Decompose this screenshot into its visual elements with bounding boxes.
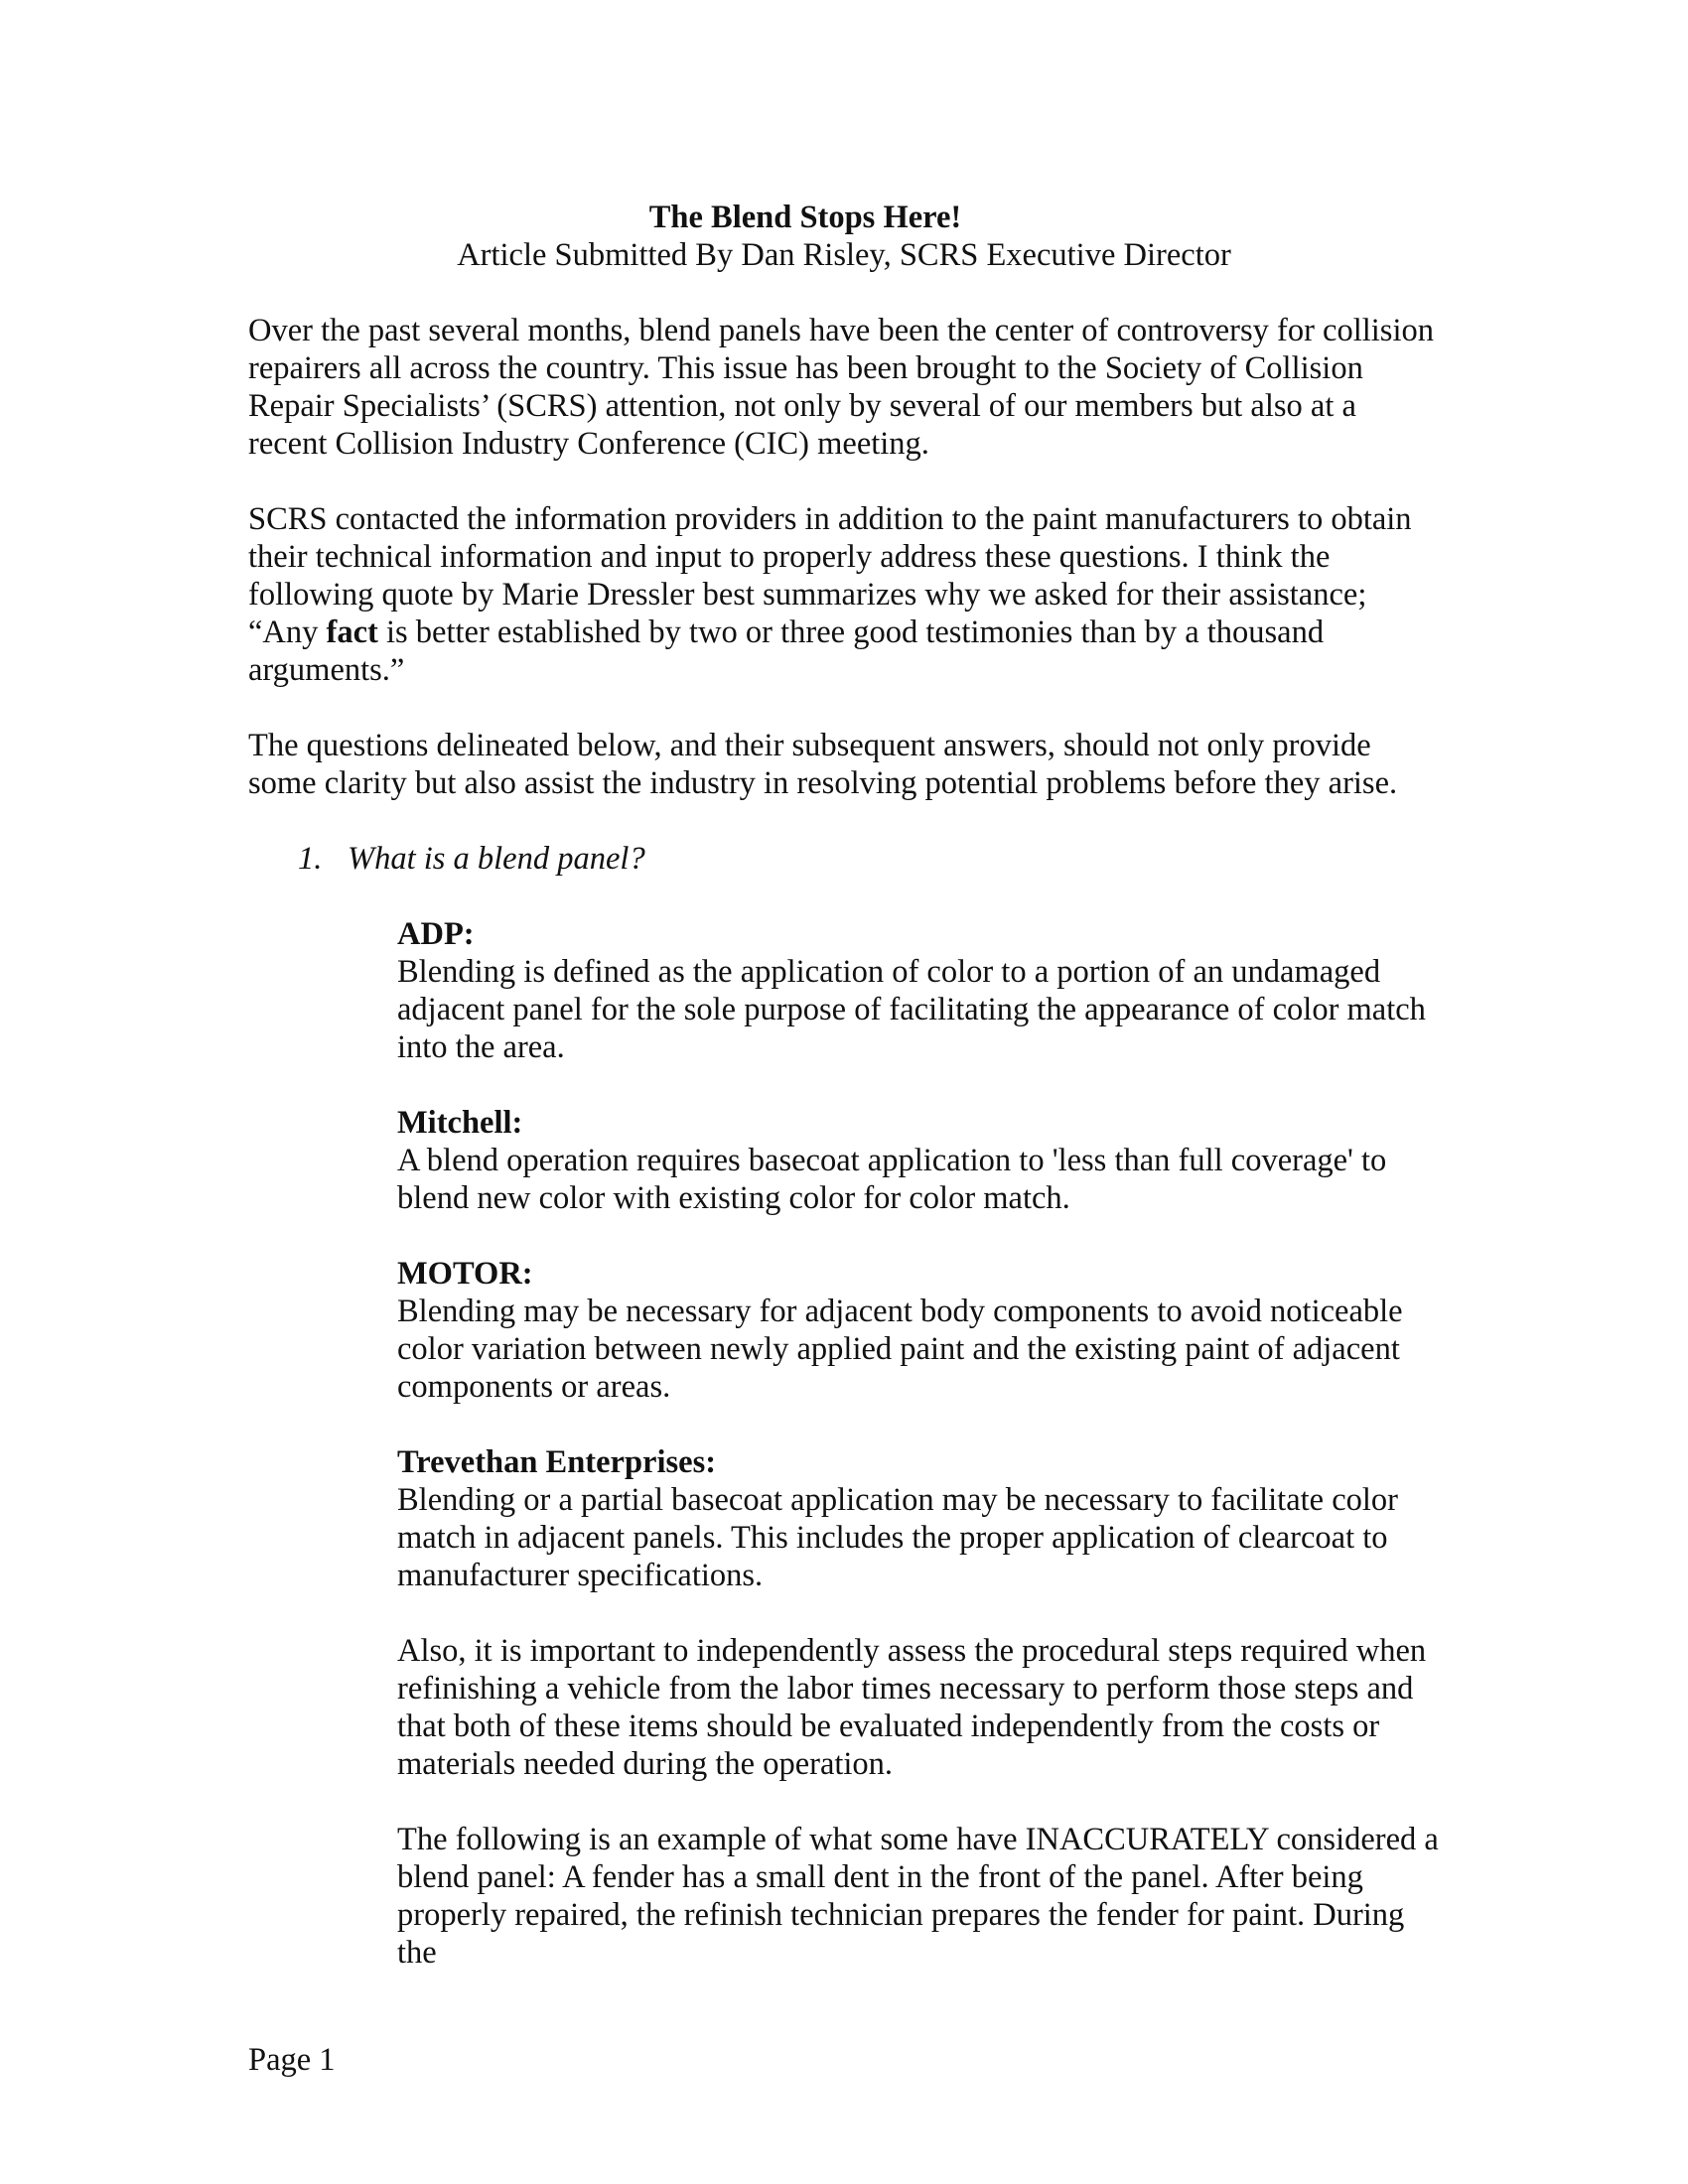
answer-source-label: Mitchell: — [397, 1105, 523, 1141]
page-number: Page 1 — [248, 2042, 336, 2078]
answer-source-label: MOTOR: — [397, 1256, 533, 1292]
followup-paragraph-1: Also, it is important to independently assess the procedural steps required when refinishing a vehicle from the labor times necessary to perform those steps and that both of these items should be evaluated independently from the costs or materials needed during the operation. — [397, 1633, 1427, 1782]
intro-paragraph-2-text-b: is better established by two or three good testimonies than by a thousand arguments.” — [248, 614, 1325, 688]
article-body — [248, 312, 1440, 1972]
intro-paragraph-1: Over the past several months, blend panels have been the center of controversy for collision repairers all across the country. This issue has been brought to the Society of Collision Repair Specialists’ (SCRS) attention, not only by several of our members but also at a recent Collision Industry Conference (CIC) meeting. — [248, 313, 1434, 462]
title-block — [0, 199, 1688, 274]
answers-section — [397, 915, 1440, 1972]
answer-adp — [397, 915, 1440, 1066]
intro-paragraph-3: The questions delineated below, and their subsequent answers, should not only provide some clarity but also assist the industry in resolving potential problems before they arise. — [248, 728, 1398, 801]
question-number: 1. — [298, 841, 323, 877]
answer-source-label: Trevethan Enterprises: — [397, 1444, 717, 1480]
question-text: What is a blend panel? — [348, 841, 645, 877]
question-1 — [298, 840, 1440, 878]
answer-text: Blending or a partial basecoat application may be necessary to facilitate color match in adjacent panels. This includes the proper application of clearcoat to manufacturer specifications. — [397, 1482, 1398, 1593]
question-list — [298, 840, 1440, 1972]
answer-trevethan — [397, 1443, 1440, 1594]
emphasis-fact: fact — [326, 614, 378, 650]
article-byline: Article Submitted By Dan Risley, SCRS Executive Director — [457, 237, 1231, 273]
followup-paragraph-2: The following is an example of what some have INACCURATELY considered a blend panel: A fender has a small dent in the front of the panel. After being properly repaired, the refinish technician prepares the fender for paint. During the — [397, 1822, 1439, 1971]
answer-source-label: ADP: — [397, 916, 475, 952]
article-title: The Blend Stops Here! — [648, 200, 962, 235]
intro-paragraph-2-text-a: SCRS contacted the information providers in addition to the paint manufacturers to obtain their technical information and input to properly address these questions. I think the following quote by Marie Dressler best summarizes why we asked for their assistance; “Any — [248, 501, 1412, 650]
answer-text: A blend operation requires basecoat application to 'less than full coverage' to blend new color with existing color for color match. — [397, 1143, 1387, 1216]
answer-mitchell — [397, 1104, 1440, 1217]
answer-text: Blending is defined as the application of color to a portion of an undamaged adjacent panel for the sole purpose of facilitating the appearance of color match into the area. — [397, 954, 1426, 1065]
answer-motor — [397, 1255, 1440, 1406]
answer-text: Blending may be necessary for adjacent body components to avoid noticeable color variation between newly applied paint and the existing paint of adjacent components or areas. — [397, 1294, 1403, 1405]
intro-paragraph-2 — [248, 500, 1440, 689]
